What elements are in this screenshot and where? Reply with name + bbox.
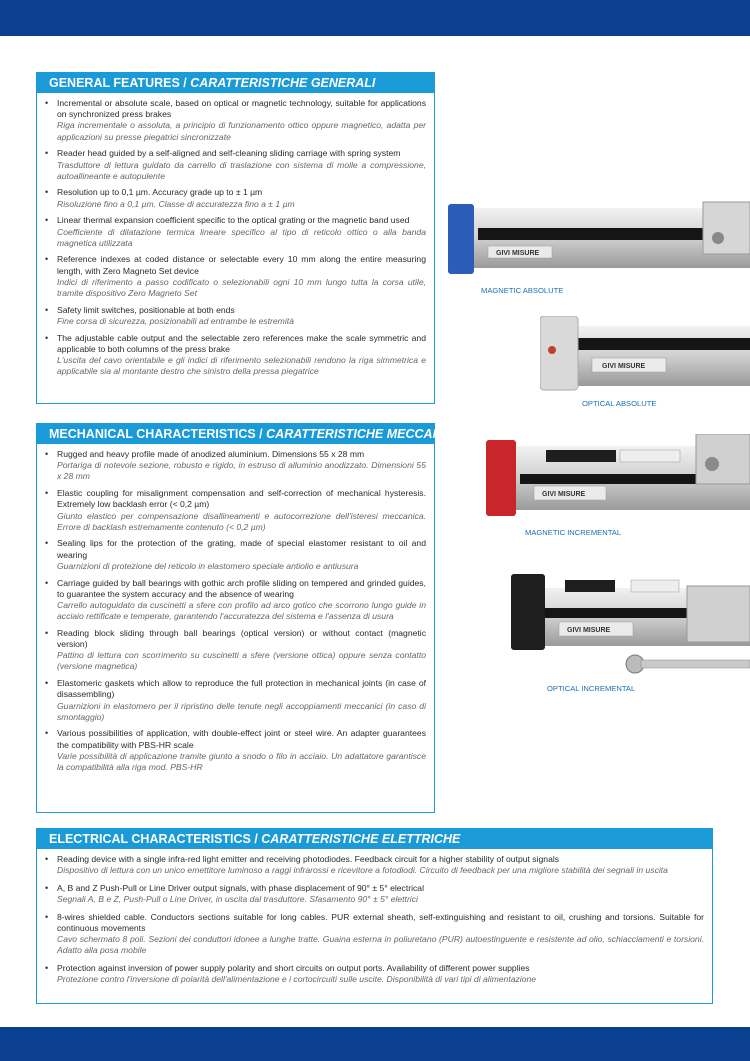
- list-item: • Reading device with a single infra-red light emitter and receiving photodiodes. Feedback circuit for a higher stability of output signals Dispositivo di lettura con un unico emettitore luminoso a raggi infrarossi e ricevitore a fotodiodi. Circuito di feedback per una migliore stabilità dei segnali in uscita: [45, 854, 704, 876]
- brand-logo: GIVI MISURE: [602, 363, 646, 370]
- general-features-section: [36, 72, 435, 404]
- magnetic-incremental-scale-image: [486, 434, 750, 522]
- section-title: ELECTRICAL CHARACTERISTICS / CARATTERISTICHE ELETTRICHE: [37, 829, 712, 849]
- list-item: • Reader head guided by a self-aligned and self-cleaning sliding carriage with spring system Trasduttore di lettura guidato da carrello di traslazione con sistema di molle a compressione, autoallineante e autopulente: [45, 148, 426, 182]
- electrical-characteristics-section: [36, 828, 713, 1004]
- bottom-banner: [0, 1027, 750, 1061]
- optical-absolute-scale-image: [540, 316, 750, 396]
- list-item: • Various possibilities of application, with double-effect joint or steel wire. An adapter guarantees the compatibility with PBS-HR scale Varie possibilità di applicazione tramite giunto a snodo o filo in acciaio. Un adattatore garantisce la compatibilità alla riga mod. PBS-HR: [45, 728, 426, 773]
- top-banner: [0, 0, 750, 36]
- list-item: • 8-wires shielded cable. Conductors sections suitable for long cables. PUR external sheath, self-extinguishing and resistant to oil, crushing and torsions. Suitable for continuous movements Cavo schermato 8 poli. Sezioni dei conduttori idonee a lunghe tratte. Guaina esterna in poliuretano (PUR) autoestinguente e resistente ad olio, schiacciamenti e torsioni. Adatto alla posa mobile: [45, 912, 704, 957]
- list-item: • Linear thermal expansion coefficient specific to the optical grating or the magnetic band used Coefficiente di dilatazione termica lineare specifico al tipo di reticolo ottico o alla banda magnetica utilizzata: [45, 215, 426, 249]
- end-cap: [486, 440, 516, 516]
- list-item: • Elastomeric gaskets which allow to reproduce the full protection in mechanical joints (in case of disassembling) Guarnizioni in elastomero per il ripristino delle tenute negli accoppiamenti meccanici (in caso di smontaggio): [45, 678, 426, 723]
- magnetic-absolute-scale-image: [448, 200, 750, 280]
- list-item: • The adjustable cable output and the selectable zero references make the scale symmetric and applicable to both columns of the press brake L'uscita del cavo orientabile e gli indici di riferimento selezionabili rendono la riga simmetrica e applicabile sia al montante destro che sinistro della pressa piegatrice: [45, 333, 426, 378]
- mechanical-characteristics-section: [36, 423, 472, 813]
- list-item: • Incremental or absolute scale, based on optical or magnetic technology, suitable for applications on synchronized press brakes Riga incrementale o assoluta, a principio di funzionamento ottico oppure magnetico, adatta per applicazioni su presse piegatrici sincronizzate: [45, 98, 426, 143]
- list-item: • Sealing lips for the protection of the grating, made of special elastomer resistant to oil and wearing Guarnizioni di protezione del reticolo in elastomero speciale antiolio e antiusura: [45, 538, 426, 572]
- optical-incremental-scale-image: [511, 574, 750, 678]
- end-cap: [448, 204, 474, 274]
- feature-list: [37, 93, 434, 387]
- feature-list: [37, 444, 434, 783]
- list-item: • A, B and Z Push-Pull or Line Driver output signals, with phase displacement of 90° ± 5° electrical Segnali A, B e Z, Push-Pull o Line Driver, in uscita dal trasduttore. Sfasamento 90° ± 5° elettrici: [45, 883, 704, 905]
- list-item: • Safety limit switches, positionable at both ends Fine corsa di sicurezza, posizionabili ad entrambe le estremità: [45, 305, 426, 327]
- brand-logo: GIVI MISURE: [542, 491, 586, 498]
- caption-magnetic-incremental: MAGNETIC INCREMENTAL: [525, 528, 622, 537]
- feature-list: [37, 849, 712, 996]
- list-item: • Reference indexes at coded distance or selectable every 10 mm along the entire measuring length, with Zero Magneto Set device Indici di riferimento a passo codificato o selezionabili ogni 10 mm lungo tutta la corsa utile, tramite dispositivo Zero Magneto Set: [45, 254, 426, 299]
- list-item: • Protection against inversion of power supply polarity and short circuits on output ports. Availability of different power supplies Protezione contro l'inversione di polarità dell'alimentazione e i cortocircuiti sulle uscite. Disponibilità di vari tipi di alimentazione: [45, 963, 704, 985]
- caption-magnetic-absolute: MAGNETIC ABSOLUTE: [481, 286, 564, 295]
- brand-logo: GIVI MISURE: [567, 627, 611, 634]
- list-item: • Rugged and heavy profile made of anodized aluminium. Dimensions 55 x 28 mm Portariga di notevole sezione, robusto e rigido, in estruso di alluminio anodizzato. Dimensioni 55 x 28 mm: [45, 449, 426, 483]
- list-item: • Elastic coupling for misalignment compensation and self-correction of mechanical hysteresis. Extremely low backlash error (< 0,2 µm) Giunto elastico per compensazione disallineamenti e autocorrezione dell'isteresi meccanica. Errore di backlash estremamente contenuto (< 0,2 µm): [45, 488, 426, 533]
- brand-logo: GIVI MISURE: [496, 250, 540, 257]
- caption-optical-absolute: OPTICAL ABSOLUTE: [582, 399, 657, 408]
- section-title: MECHANICAL CHARACTERISTICS / CARATTERISTICHE MECCANICHE: [37, 424, 434, 444]
- list-item: • Reading block sliding through ball bearings (optical version) or without contact (magnetic version) Pattino di lettura con scorrimento su cuscinetti a sfere (versione ottica) oppure senza contatto (versione magnetica): [45, 628, 426, 673]
- list-item: • Carriage guided by ball bearings with gothic arch profile sliding on tempered and grinded guides, to guarantee the system accuracy and the absence of wearing Carrello autoguidato da cuscinetti a sfere con profilo ad arco gotico che scorrono lungo guide in acciaio rettificate e temperate, garantendo l'accuratezza del sistema e l'assenza di usura: [45, 578, 426, 623]
- section-title: GENERAL FEATURES / CARATTERISTICHE GENERALI: [37, 73, 434, 93]
- list-item: • Resolution up to 0,1 µm. Accuracy grade up to ± 1 µm Risoluzione fino a 0,1 µm. Classe di accuratezza fino a ± 1 µm: [45, 187, 426, 209]
- end-cap: [540, 316, 578, 390]
- end-cap: [511, 574, 545, 650]
- caption-optical-incremental: OPTICAL INCREMENTAL: [547, 684, 636, 693]
